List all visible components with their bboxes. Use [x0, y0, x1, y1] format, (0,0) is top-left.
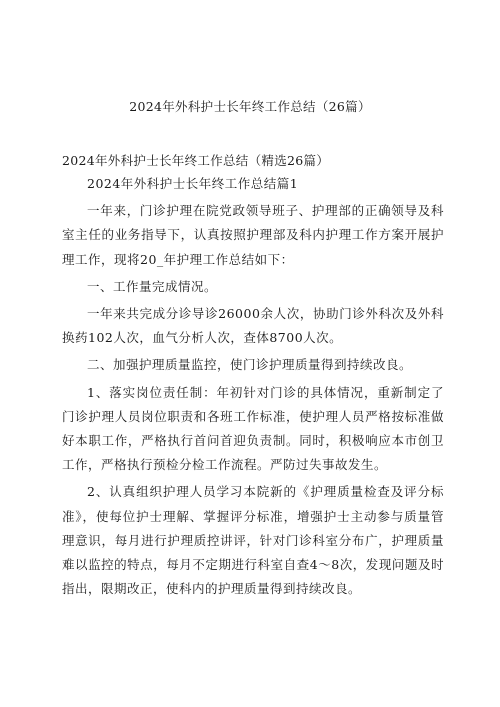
- paragraph-heading-workload: 一、工作量完成情况。: [87, 278, 218, 294]
- document-title: 2024年外科护士长年终工作总结（26篇）: [129, 99, 371, 114]
- document-body: [62, 172, 444, 604]
- paragraph-item-1: 1、落实岗位责任制：年初针对门诊的具体情况，重新制定了门诊护理人员岗位职责和各班工作标准，使护理人员严格按标准做好本职工作，严格执行首问首迎负责制。同时，积极响应本市创卫工作，严格执行预检分检工作流程。严防过失事故发生。: [62, 384, 444, 473]
- paragraph-intro: 一年来，门诊护理在院党政领导班子、护理部的正确领导及科室主任的业务指导下，认真按照护理部及科内护理工作方案开展护理工作，现将20_年护理工作总结如下：: [62, 203, 444, 267]
- paragraph-workload: 一年来共完成分诊导诊26000余人次，协助门诊外科次及外科换药102人次，血气分析人次，查体8700人次。: [62, 306, 444, 346]
- section-heading: 2024年外科护士长年终工作总结篇1: [87, 176, 299, 191]
- paragraph-item-2: 2、认真组织护理人员学习本院新的《护理质量检查及评分标准》，使每位护士理解、掌握评分标准，增强护士主动参与质量管理意识，每月进行护理质控讲评，针对门诊科室分布广，护理质量难以监控的特点，每月不定期进行科室自查4～8次，发现问题及时指出，限期改正，使科内的护理质量得到持续改良。: [62, 484, 444, 597]
- document-subtitle: 2024年外科护士长年终工作总结（精选26篇）: [62, 153, 330, 168]
- paragraph-heading-quality: 二、加强护理质量监控，使门诊护理质量得到持续改良。: [87, 357, 413, 373]
